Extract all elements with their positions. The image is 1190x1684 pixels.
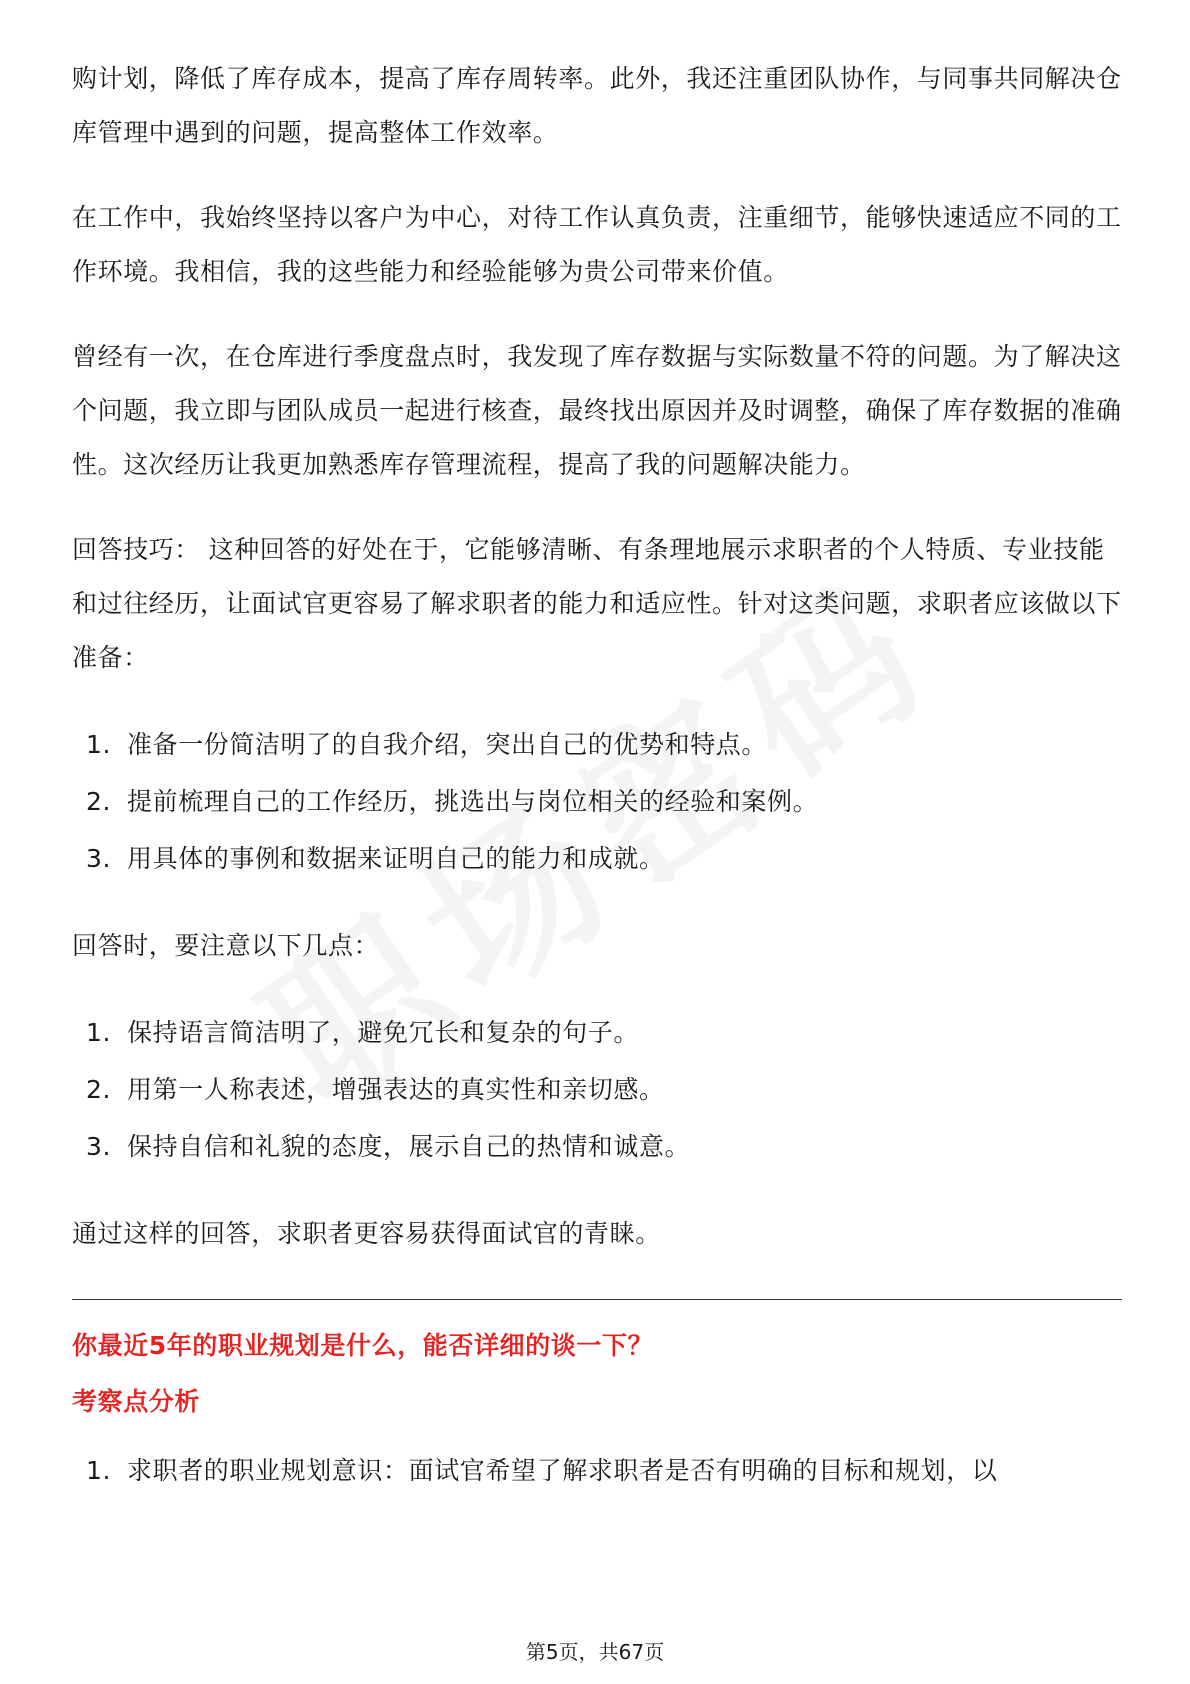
list-number: 2. — [86, 787, 112, 816]
notes-list — [72, 1004, 1122, 1175]
list-item — [72, 1118, 1122, 1175]
paragraph-procurement: 购计划，降低了库存成本，提高了库存周转率。此外，我还注重团队协作，与同事共同解决仓库管理中遇到的问题，提高整体工作效率。 — [72, 64, 1122, 147]
paragraph-notes-intro: 回答时，要注意以下几点： — [72, 931, 380, 960]
list-item-text: 准备一份简洁明了的自我介绍，突出自己的优势和特点。 — [127, 730, 768, 759]
list-number: 1. — [86, 1018, 112, 1047]
list-item — [72, 716, 1122, 773]
list-item-text: 用第一人称表述，增强表达的真实性和亲切感。 — [127, 1075, 665, 1104]
list-item-text: 保持自信和礼貌的态度，展示自己的热情和诚意。 — [127, 1132, 691, 1161]
list-item-text: 提前梳理自己的工作经历，挑选出与岗位相关的经验和案例。 — [127, 787, 819, 816]
list-item — [72, 773, 1122, 830]
section-divider — [72, 1299, 1122, 1300]
list-number: 3. — [86, 844, 112, 873]
list-item-text: 用具体的事例和数据来证明自己的能力和成就。 — [127, 844, 665, 873]
analysis-heading: 考察点分析 — [72, 1387, 201, 1416]
list-number: 2. — [86, 1075, 112, 1104]
list-item — [72, 1061, 1122, 1118]
page-footer: 第5页，共67页 — [525, 1640, 665, 1664]
analysis-list — [72, 1442, 1122, 1499]
question-heading: 你最近5年的职业规划是什么，能否详细的谈一下？ — [72, 1331, 654, 1360]
list-number: 3. — [86, 1132, 112, 1161]
list-number: 1. — [86, 1456, 112, 1485]
list-item — [72, 1442, 1122, 1499]
list-item-text: 保持语言简洁明了，避免冗长和复杂的句子。 — [127, 1018, 640, 1047]
paragraph-answer-tips: 回答技巧： 这种回答的好处在于，它能够清晰、有条理地展示求职者的个人特质、专业技能和过往经历，让面试官更容易了解求职者的能力和适应性。针对这类问题，求职者应该做以下准备： — [72, 535, 1122, 672]
paragraph-conclusion: 通过这样的回答，求职者更容易获得面试官的青睐。 — [72, 1219, 661, 1248]
list-item-text: 求职者的职业规划意识：面试官希望了解求职者是否有明确的目标和规划，以 — [127, 1456, 998, 1485]
prep-list — [72, 716, 1122, 887]
paragraph-inventory-example: 曾经有一次，在仓库进行季度盘点时，我发现了库存数据与实际数量不符的问题。为了解决这个问题，我立即与团队成员一起进行核查，最终找出原因并及时调整，确保了库存数据的准确性。这次经历让我更加熟悉库存管理流程，提高了我的问题解决能力。 — [72, 342, 1122, 479]
paragraph-customer-focus: 在工作中，我始终坚持以客户为中心，对待工作认真负责，注重细节，能够快速适应不同的工作环境。我相信，我的这些能力和经验能够为贵公司带来价值。 — [72, 203, 1122, 286]
list-item — [72, 1004, 1122, 1061]
list-item — [72, 830, 1122, 887]
list-number: 1. — [86, 730, 112, 759]
document-page — [72, 52, 1122, 1531]
